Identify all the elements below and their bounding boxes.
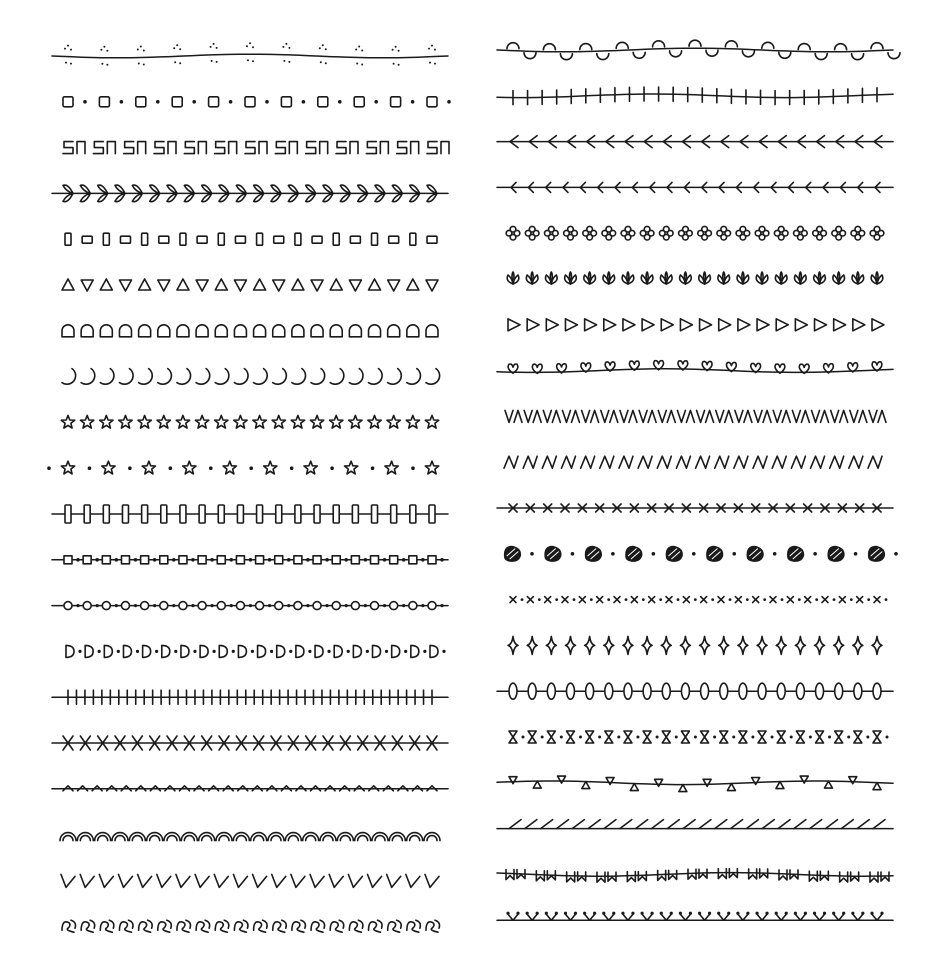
border-motif-tall-rect — [142, 505, 148, 523]
border-motif-tall-rect — [391, 505, 397, 523]
border-motif-tall-rect — [429, 505, 435, 523]
border-motif-oval — [816, 683, 824, 699]
border-motif-oval — [758, 683, 766, 699]
border-motif-oval — [701, 683, 709, 699]
border-motif-tall-rect — [410, 505, 416, 523]
border-motif-tall-rect — [122, 505, 128, 523]
border-motif-tall-rect — [372, 505, 378, 523]
border-motif-tall-rect — [257, 505, 263, 523]
border-motif-oval — [605, 683, 613, 699]
border-motif-oval — [835, 683, 843, 699]
border-motif-tall-rect — [180, 505, 186, 523]
border-motif-oval — [796, 683, 804, 699]
border-motif-tall-rect — [352, 505, 358, 523]
border-motif-tall-rect — [199, 505, 205, 523]
border-motif-oval — [854, 683, 862, 699]
border-motif-oval — [739, 683, 747, 699]
border-motif-tall-rect — [161, 505, 167, 523]
border-motif-tall-rect — [65, 505, 71, 523]
border-motif-oval — [528, 683, 536, 699]
border-motif-oval — [624, 683, 632, 699]
border-motif-tall-rect — [333, 505, 339, 523]
border-motif-tall-rect — [276, 505, 282, 523]
border-motif-tall-rect — [314, 505, 320, 523]
border-motif-oval — [586, 683, 594, 699]
border-motif-tall-rect — [237, 505, 243, 523]
border-motif-tall-rect — [218, 505, 224, 523]
border-motif-tall-rect — [103, 505, 109, 523]
border-motif-tall-rect — [295, 505, 301, 523]
border-motif-oval — [509, 683, 517, 699]
border-motif-oval — [643, 683, 651, 699]
border-motif-oval — [777, 683, 785, 699]
border-motif-oval — [662, 683, 670, 699]
border-motif-oval — [873, 683, 881, 699]
border-motif-tall-rect — [84, 505, 90, 523]
border-motif-oval — [681, 683, 689, 699]
border-motif-oval — [566, 683, 574, 699]
border-motif-oval — [720, 683, 728, 699]
border-motif-oval — [547, 683, 555, 699]
